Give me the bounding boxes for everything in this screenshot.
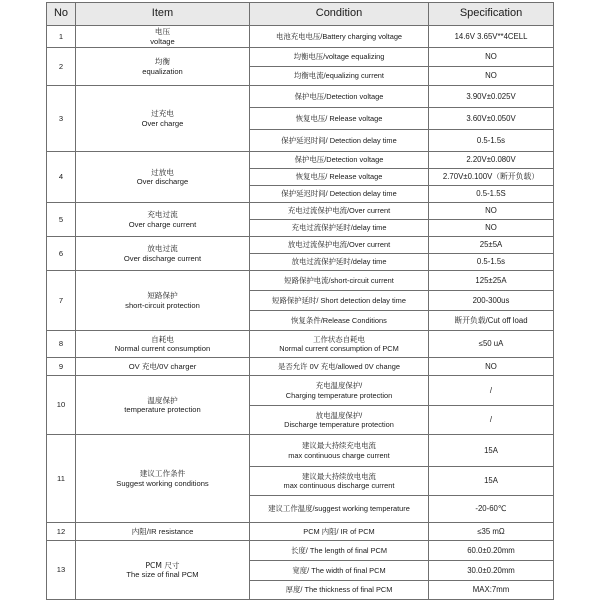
condition-text: 充电温度保护/: [315, 381, 363, 391]
condition-cell: [250, 26, 429, 48]
spec-body: [47, 26, 554, 600]
table-row: [47, 152, 554, 169]
condition-text: 充电过流保护延时/delay time: [291, 223, 387, 233]
item-name-cn: 建议工作条件: [139, 469, 186, 479]
condition-cell: [250, 311, 429, 331]
condition-text: 放电过流保护延时/delay time: [291, 257, 387, 267]
specification-value: 3.90V±0.025V: [429, 86, 554, 108]
condition-text: 短路保护电流/short-circuit current: [284, 275, 394, 285]
row-number: 4: [47, 152, 76, 203]
condition-text-en: Normal current consumption of PCM: [279, 344, 399, 353]
item-name: OV 充电/0V charger: [128, 361, 197, 371]
specification-value: 15A: [429, 467, 554, 496]
item-name-cn: 温度保护: [147, 395, 178, 405]
specification-value: 15A: [429, 435, 554, 467]
item-name-en: Suggest working conditions: [116, 478, 209, 488]
specification-value: ≤50 uA: [429, 331, 554, 358]
condition-text: 均衡电压/voltage equalizing: [293, 52, 385, 62]
header-condition: Condition: [250, 3, 429, 26]
item-name-cn: 过充电: [151, 109, 174, 119]
condition-text-en: Charging temperature protection: [285, 390, 393, 400]
row-number: 6: [47, 237, 76, 271]
condition-text: 恢复条件/Release Conditions: [291, 315, 387, 325]
condition-text: 短路保护延时/ Short detection delay time: [272, 295, 406, 305]
item-name-en: Over charge current: [128, 219, 197, 229]
condition-text: 建议工作温度/suggest working temperature: [268, 504, 410, 514]
condition-text: 放电温度保护/: [315, 410, 363, 420]
condition-cell: [250, 48, 429, 67]
condition-cell: [250, 108, 429, 130]
condition-cell: [250, 581, 429, 600]
condition-text: 充电过流保护电流/Over current: [287, 206, 391, 216]
condition-cell: [250, 237, 429, 254]
condition-text: 放电过流保护电流/Over current: [287, 240, 391, 250]
specification-value: ≤35 mΩ: [429, 523, 554, 541]
specification-value: NO: [429, 48, 554, 67]
item-cell: [76, 358, 250, 376]
table-row: [47, 86, 554, 108]
condition-cell: [250, 291, 429, 311]
specification-value: 3.60V±0.050V: [429, 108, 554, 130]
item-cell: [76, 48, 250, 86]
condition-cell: [250, 358, 429, 376]
item-name-cn: 自耗电: [151, 334, 174, 344]
item-name-en: Over discharge current: [123, 253, 202, 263]
item-name-en: The size of final PCM: [126, 570, 199, 579]
item-name-cn: 电压: [154, 27, 171, 37]
table-row: [47, 26, 554, 48]
header-no: No: [47, 3, 76, 26]
specification-value: 200-300us: [429, 291, 554, 311]
specification-value: 125±25A: [429, 271, 554, 291]
item-name-en: Normal current consumption: [114, 344, 211, 353]
specification-value: 2.20V±0.080V: [429, 152, 554, 169]
specification-value: NO: [429, 203, 554, 220]
condition-cell: [250, 376, 429, 406]
specification-value: MAX:7mm: [429, 581, 554, 600]
header-specification: Specification: [429, 3, 554, 26]
row-number: 12: [47, 523, 76, 541]
item-name-cn: 放电过流: [147, 244, 178, 254]
condition-cell: [250, 271, 429, 291]
condition-text: 恢复电压/ Release voltage: [295, 113, 383, 123]
header-item: Item: [76, 3, 250, 26]
specification-value: /: [429, 376, 554, 406]
table-row: [47, 48, 554, 67]
condition-text-en: Discharge temperature protection: [284, 420, 394, 429]
item-cell: [76, 86, 250, 152]
item-cell: [76, 203, 250, 237]
item-name-en: Over discharge: [136, 177, 189, 186]
condition-cell: [250, 406, 429, 435]
item-name: 内阻/IR resistance: [131, 526, 194, 536]
table-row: [47, 203, 554, 220]
condition-text: 建议最大持续充电电流: [302, 441, 376, 451]
item-cell: [76, 331, 250, 358]
row-number: 7: [47, 271, 76, 331]
row-number: 13: [47, 541, 76, 600]
condition-text: 是否允许 0V 充电/allowed 0V change: [277, 361, 400, 371]
table-row: [47, 237, 554, 254]
item-cell: [76, 152, 250, 203]
condition-text: 恢复电压/ Release voltage: [295, 172, 383, 182]
item-name-cn: 均衡: [154, 57, 171, 67]
specification-value: 0.5-1.5s: [429, 254, 554, 271]
condition-cell: [250, 220, 429, 237]
item-cell: [76, 435, 250, 523]
specification-value: 25±5A: [429, 237, 554, 254]
specification-value: 0.5-1.5S: [429, 186, 554, 203]
table-row: [47, 435, 554, 467]
condition-cell: [250, 467, 429, 496]
condition-cell: [250, 523, 429, 541]
condition-cell: [250, 203, 429, 220]
condition-text: 电池充电电压/Battery charging voltage: [275, 31, 403, 41]
item-name-cn: 过放电: [151, 167, 174, 177]
condition-cell: [250, 254, 429, 271]
condition-text: 保护电压/Detection voltage: [294, 155, 384, 165]
condition-text: 长度/ The length of final PCM: [290, 545, 388, 555]
item-cell: [76, 26, 250, 48]
row-number: 5: [47, 203, 76, 237]
specification-value: 断开负载/Cut off load: [429, 311, 554, 331]
item-cell: [76, 523, 250, 541]
specification-value: -20-60℃: [429, 496, 554, 523]
item-name-en: short-circuit protection: [125, 300, 200, 310]
condition-text-en: max continuous charge current: [288, 450, 390, 460]
item-name-en: voltage: [150, 36, 175, 46]
table-row: [47, 358, 554, 376]
condition-text-en: max continuous discharge current: [283, 481, 395, 490]
row-number: 10: [47, 376, 76, 435]
specification-value: NO: [429, 220, 554, 237]
specification-value: 0.5-1.5s: [429, 130, 554, 152]
row-number: 8: [47, 331, 76, 358]
condition-text: 保护延迟时间/ Detection delay time: [281, 189, 397, 199]
specification-value: /: [429, 406, 554, 435]
condition-text: 厚度/ The thickness of final PCM: [285, 585, 393, 595]
condition-cell: [250, 186, 429, 203]
row-number: 2: [47, 48, 76, 86]
table-row: [47, 541, 554, 561]
specification-value: 2.70V±0.100V（断开负载）: [429, 169, 554, 186]
condition-text: 工作状态自耗电: [313, 334, 365, 344]
condition-cell: [250, 435, 429, 467]
item-cell: [76, 271, 250, 331]
condition-cell: [250, 331, 429, 358]
item-name-en: equalization: [142, 66, 183, 76]
item-name-en: Over charge: [141, 118, 184, 128]
table-row: [47, 523, 554, 541]
condition-cell: [250, 169, 429, 186]
row-number: 11: [47, 435, 76, 523]
item-name-cn: 短路保护: [147, 291, 178, 301]
row-number: 1: [47, 26, 76, 48]
condition-text: 均衡电流/equalizing current: [294, 71, 384, 81]
condition-cell: [250, 152, 429, 169]
condition-cell: [250, 561, 429, 581]
condition-cell: [250, 67, 429, 86]
condition-cell: [250, 130, 429, 152]
condition-cell: [250, 541, 429, 561]
item-cell: [76, 237, 250, 271]
table-row: [47, 271, 554, 291]
specification-value: 30.0±0.20mm: [429, 561, 554, 581]
condition-text: 建议最大持续放电电流: [302, 471, 376, 481]
condition-text: 保护延迟时间/ Detection delay time: [281, 135, 397, 145]
condition-text: 保护电压/Detection voltage: [294, 91, 384, 101]
specification-value: 60.0±0.20mm: [429, 541, 554, 561]
condition-cell: [250, 496, 429, 523]
item-name-cn: PCM 尺寸: [145, 560, 180, 570]
row-number: 3: [47, 86, 76, 152]
item-cell: [76, 376, 250, 435]
specification-value: 14.6V 3.65V**4CELL: [429, 26, 554, 48]
row-number: 9: [47, 358, 76, 376]
table-row: [47, 331, 554, 358]
spec-table: [46, 2, 554, 600]
specification-value: NO: [429, 358, 554, 376]
condition-cell: [250, 86, 429, 108]
item-cell: [76, 541, 250, 600]
table-row: [47, 376, 554, 406]
header-row: [47, 3, 554, 26]
item-name-en: temperature protection: [124, 405, 201, 414]
specification-value: NO: [429, 67, 554, 86]
condition-text: 宽度/ The width of final PCM: [292, 565, 386, 575]
condition-text: PCM 内阻/ IR of PCM: [303, 526, 375, 536]
item-name-cn: 充电过流: [147, 210, 178, 220]
